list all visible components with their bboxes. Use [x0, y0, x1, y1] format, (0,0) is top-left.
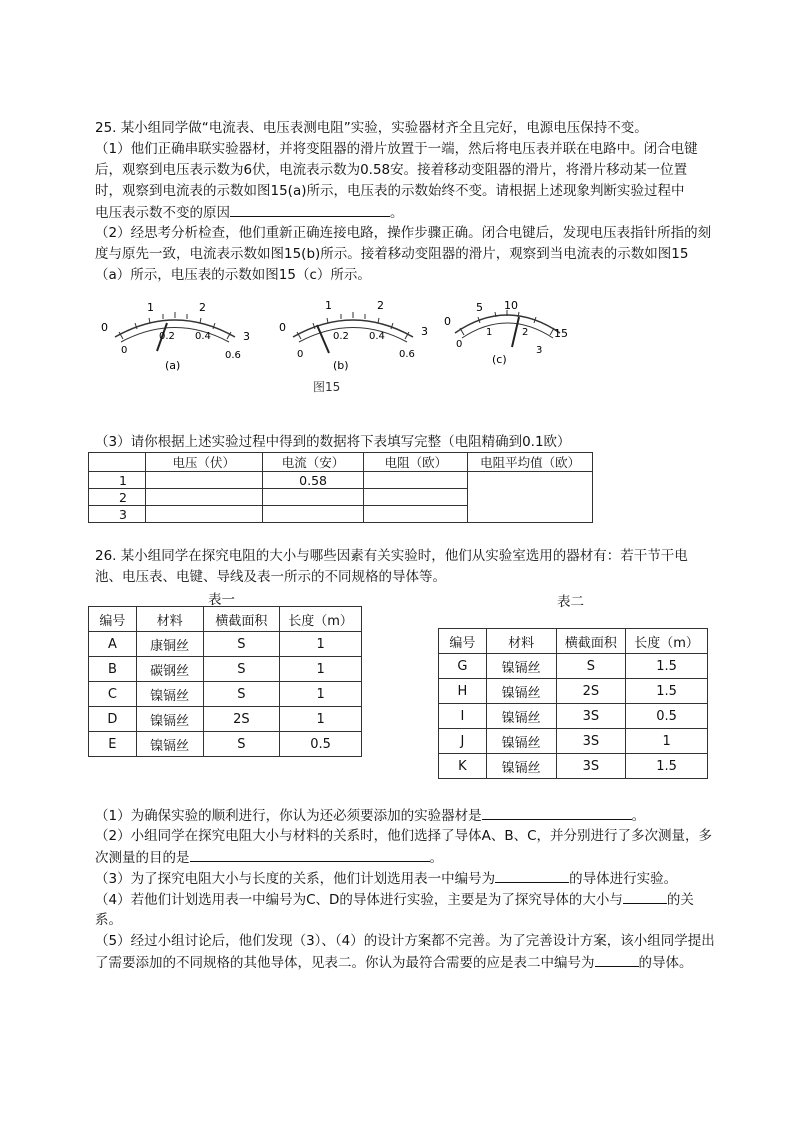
table2-header-area: 横截面积	[556, 629, 626, 654]
meter-b-inner-3: 0.6	[399, 349, 415, 360]
table-cell-resistance[interactable]	[364, 489, 468, 506]
table-header-current: 电流（安）	[262, 453, 364, 472]
table2-cell-area: 2S	[556, 679, 626, 704]
q26-part2-line-2	[95, 847, 715, 868]
table1-cell-area: S	[203, 732, 280, 757]
meter-b-outer-0: 0	[279, 321, 286, 334]
q25-part2-line-1: （2）经思考分析检查，他们重新正确连接电路，操作步骤正确。闭合电键后，发现电压表指针所指的刻	[95, 225, 712, 241]
table-row	[439, 654, 708, 679]
meter-a	[101, 301, 250, 372]
answer-blank-purpose[interactable]	[190, 847, 430, 862]
q26-part2-prefix: 次测量的目的是	[95, 850, 190, 866]
q26-part2-suffix: 。	[429, 850, 443, 866]
q26-part3-suffix: 的导体进行实验。	[569, 871, 678, 887]
table1-cell-length: 1	[280, 682, 362, 707]
table-header-blank	[89, 453, 146, 472]
table-row	[439, 754, 708, 779]
table1-cell-material: 镍镉丝	[136, 732, 203, 757]
table2-caption: 表二	[557, 594, 584, 610]
q26-part5-line-1: （5）经过小组讨论后，他们发现（3）、（4）的设计方案都不完善。为了完善设计方案，该小组同学提出	[95, 933, 715, 949]
table2-cell-material: 镍镉丝	[486, 654, 556, 679]
table1-header-id: 编号	[89, 607, 137, 632]
meter-c-inner-3: 3	[536, 345, 543, 356]
table2-cell-id: K	[439, 754, 487, 779]
meter-a-outer-2: 2	[199, 301, 206, 314]
table-row	[89, 682, 362, 707]
table2-cell-material: 镍镉丝	[486, 754, 556, 779]
q25-line-1: 25. 某小组同学做“电流表、电压表测电阻”实验，实验器材齐全且完好，电源电压保持不变。	[95, 120, 648, 136]
q25-line-3: 后，观察到电压表示数为6伏，电流表示数为0.58安。接着移动变阻器的滑片，将滑片移动某一位置	[95, 162, 688, 178]
meter-b-inner-0: 0	[297, 349, 304, 360]
q26-part3-prefix: （3）为了探究电阻大小与长度的关系，他们计划选用表一中编号为	[95, 871, 496, 887]
table-row	[89, 732, 362, 757]
q26-part4-suffix: 的关	[666, 892, 694, 908]
q26-part5-suffix: 的导体。	[638, 955, 693, 971]
meter-a-inner-1: 0.2	[159, 331, 175, 342]
answer-blank-length-ids[interactable]	[495, 868, 569, 883]
table1-cell-length: 1	[280, 632, 362, 657]
q26-part1-suffix: 。	[631, 808, 646, 824]
table2-cell-material: 镍镉丝	[486, 729, 556, 754]
meter-c-outer-5: 5	[476, 301, 483, 314]
q25-part2-line-3: （a）所示，电压表的示数如图15（c）所示。	[95, 267, 371, 283]
table2-cell-area: 3S	[556, 704, 626, 729]
table1-cell-area: 2S	[203, 707, 280, 732]
q25-part2-line-2: 度与原先一致，电流表示数如图15(b)所示。接着移动变阻器的滑片，观察到当电流表的示数如图15	[95, 246, 689, 262]
meter-c-outer-0: 0	[444, 315, 451, 328]
table2-header-length: 长度（m）	[626, 629, 708, 654]
table-row-index: 2	[89, 489, 146, 506]
table-row	[439, 704, 708, 729]
table1-cell-length: 0.5	[280, 732, 362, 757]
answer-blank-factor[interactable]	[623, 889, 667, 904]
meter-c	[444, 299, 568, 366]
meter-a-inner-0: 0	[121, 345, 128, 356]
answer-blank-table2-id[interactable]	[595, 952, 639, 967]
q26-part1	[95, 805, 715, 826]
q25-data-table	[88, 452, 593, 523]
q26-line-2: 池、电压表、电键、导线及表一所示的不同规格的导体等。	[95, 569, 446, 585]
table1-header-material: 材料	[136, 607, 203, 632]
figure-15-meters	[95, 295, 595, 395]
table-cell-resistance[interactable]	[364, 506, 468, 523]
table-row-index: 3	[89, 506, 146, 523]
table2-header-material: 材料	[486, 629, 556, 654]
table1-cell-material: 镍镉丝	[136, 707, 203, 732]
table2-cell-id: I	[439, 704, 487, 729]
table2	[438, 628, 708, 779]
q26-part3	[95, 868, 715, 889]
table-header-voltage: 电压（伏）	[145, 453, 262, 472]
q25-line-5-prefix: 电压表示数不变的原因	[95, 205, 230, 221]
table-cell-current: 0.58	[262, 472, 364, 489]
q25-line-4: 时，观察到电流表的示数如图15(a)所示，电压表的示数始终不变。请根据上述现象判断实验过程中	[95, 183, 685, 199]
meter-a-outer-0: 0	[101, 321, 108, 334]
table2-cell-length: 1.5	[626, 654, 708, 679]
q26-part5-prefix: 了需要添加的不同规格的其他导体，见表二。你认为最符合需要的应是表二中编号为	[95, 955, 595, 971]
table1-cell-id: C	[89, 682, 137, 707]
table-row	[89, 657, 362, 682]
table1-header-length: 长度（m）	[280, 607, 362, 632]
table-cell-current[interactable]	[262, 489, 364, 506]
table2-cell-material: 镍镉丝	[486, 679, 556, 704]
q25-line-2: （1）他们正确串联实验器材，并将变阻器的滑片放置于一端，然后将电压表并联在电路中。闭合电键	[95, 141, 698, 157]
table-row	[439, 679, 708, 704]
table1-cell-material: 康铜丝	[136, 632, 203, 657]
q25-line-5-suffix: 。	[390, 205, 404, 221]
table-header-resistance: 电阻（欧）	[364, 453, 468, 472]
meter-c-inner-0: 0	[456, 339, 463, 350]
meter-b	[279, 299, 428, 372]
meter-c-inner-2: 2	[522, 327, 529, 338]
table-cell-resistance[interactable]	[364, 472, 468, 489]
table2-cell-length: 1.5	[626, 754, 708, 779]
table1-caption: 表一	[208, 592, 235, 608]
meter-b-inner-1: 0.2	[333, 331, 349, 342]
figure-15-caption: 图15	[313, 380, 341, 394]
meter-c-inner-1: 1	[486, 327, 493, 338]
meter-b-outer-3: 3	[421, 325, 428, 338]
table2-cell-length: 1.5	[626, 679, 708, 704]
table1-cell-area: S	[203, 632, 280, 657]
table2-cell-material: 镍镉丝	[486, 704, 556, 729]
q26-part2-line-1: （2）小组同学在探究电阻大小与材料的关系时，他们选择了导体A、B、C，并分别进行了多次测量，多	[95, 828, 713, 844]
table-header-average: 电阻平均值（欧）	[468, 453, 593, 472]
table-cell-voltage[interactable]	[145, 472, 262, 489]
table2-cell-id: G	[439, 654, 487, 679]
meter-b-inner-2: 0.4	[369, 331, 385, 342]
table-row	[89, 707, 362, 732]
table1-cell-length: 1	[280, 707, 362, 732]
meter-a-outer-1: 1	[147, 301, 154, 314]
table2-cell-area: 3S	[556, 754, 626, 779]
meter-a-label: (a)	[165, 359, 181, 372]
table2-cell-area: 3S	[556, 729, 626, 754]
table1-cell-id: B	[89, 657, 137, 682]
meter-a-outer-3: 3	[243, 330, 250, 343]
meter-c-outer-10: 10	[504, 299, 518, 312]
q26-part5-line-2	[95, 952, 715, 973]
table-cell-voltage[interactable]	[145, 506, 262, 523]
table2-cell-id: J	[439, 729, 487, 754]
table-cell-voltage[interactable]	[145, 489, 262, 506]
q26-part4-line-2: 系。	[95, 912, 122, 928]
table-cell-average[interactable]	[468, 472, 593, 523]
table1-header-area: 横截面积	[203, 607, 280, 632]
table-row-index: 1	[89, 472, 146, 489]
table-cell-current[interactable]	[262, 506, 364, 523]
q25-part3: （3）请你根据上述实验过程中得到的数据将下表填写完整（电阻精确到0.1欧）	[95, 434, 571, 450]
table2-cell-length: 1	[626, 729, 708, 754]
table-row	[89, 632, 362, 657]
meter-a-inner-2: 0.4	[195, 331, 211, 342]
table1-cell-id: E	[89, 732, 137, 757]
meter-b-label: (b)	[333, 359, 349, 372]
table-row	[439, 729, 708, 754]
meter-a-inner-3: 0.6	[225, 350, 241, 361]
table1-cell-material: 镍镉丝	[136, 682, 203, 707]
meter-c-outer-15: 15	[554, 327, 568, 340]
q25-line-5	[95, 202, 715, 223]
table2-cell-id: H	[439, 679, 487, 704]
meter-b-outer-2: 2	[377, 299, 384, 312]
table1	[88, 606, 362, 757]
q26-part4-line-1	[95, 889, 715, 910]
table2-header-id: 编号	[439, 629, 487, 654]
table2-cell-area: S	[556, 654, 626, 679]
table1-cell-material: 碳钢丝	[136, 657, 203, 682]
table2-cell-length: 0.5	[626, 704, 708, 729]
answer-blank-reason[interactable]	[230, 202, 390, 217]
table1-cell-id: D	[89, 707, 137, 732]
table1-cell-length: 1	[280, 657, 362, 682]
meter-c-label: (c)	[492, 353, 507, 366]
q26-part1-prefix: （1）为确保实验的顺利进行，你认为还必须要添加的实验器材是	[95, 808, 482, 824]
table1-cell-id: A	[89, 632, 137, 657]
q26-line-1: 26. 某小组同学在探究电阻的大小与哪些因素有关实验时，他们从实验室选用的器材有：若干节干电	[95, 548, 688, 564]
table1-cell-area: S	[203, 657, 280, 682]
meter-b-outer-1: 1	[325, 299, 332, 312]
answer-blank-equipment[interactable]	[482, 805, 632, 820]
table1-cell-area: S	[203, 682, 280, 707]
q26-part4-prefix: （4）若他们计划选用表一中编号为C、D的导体进行实验，主要是为了探究导体的大小与	[95, 892, 623, 908]
